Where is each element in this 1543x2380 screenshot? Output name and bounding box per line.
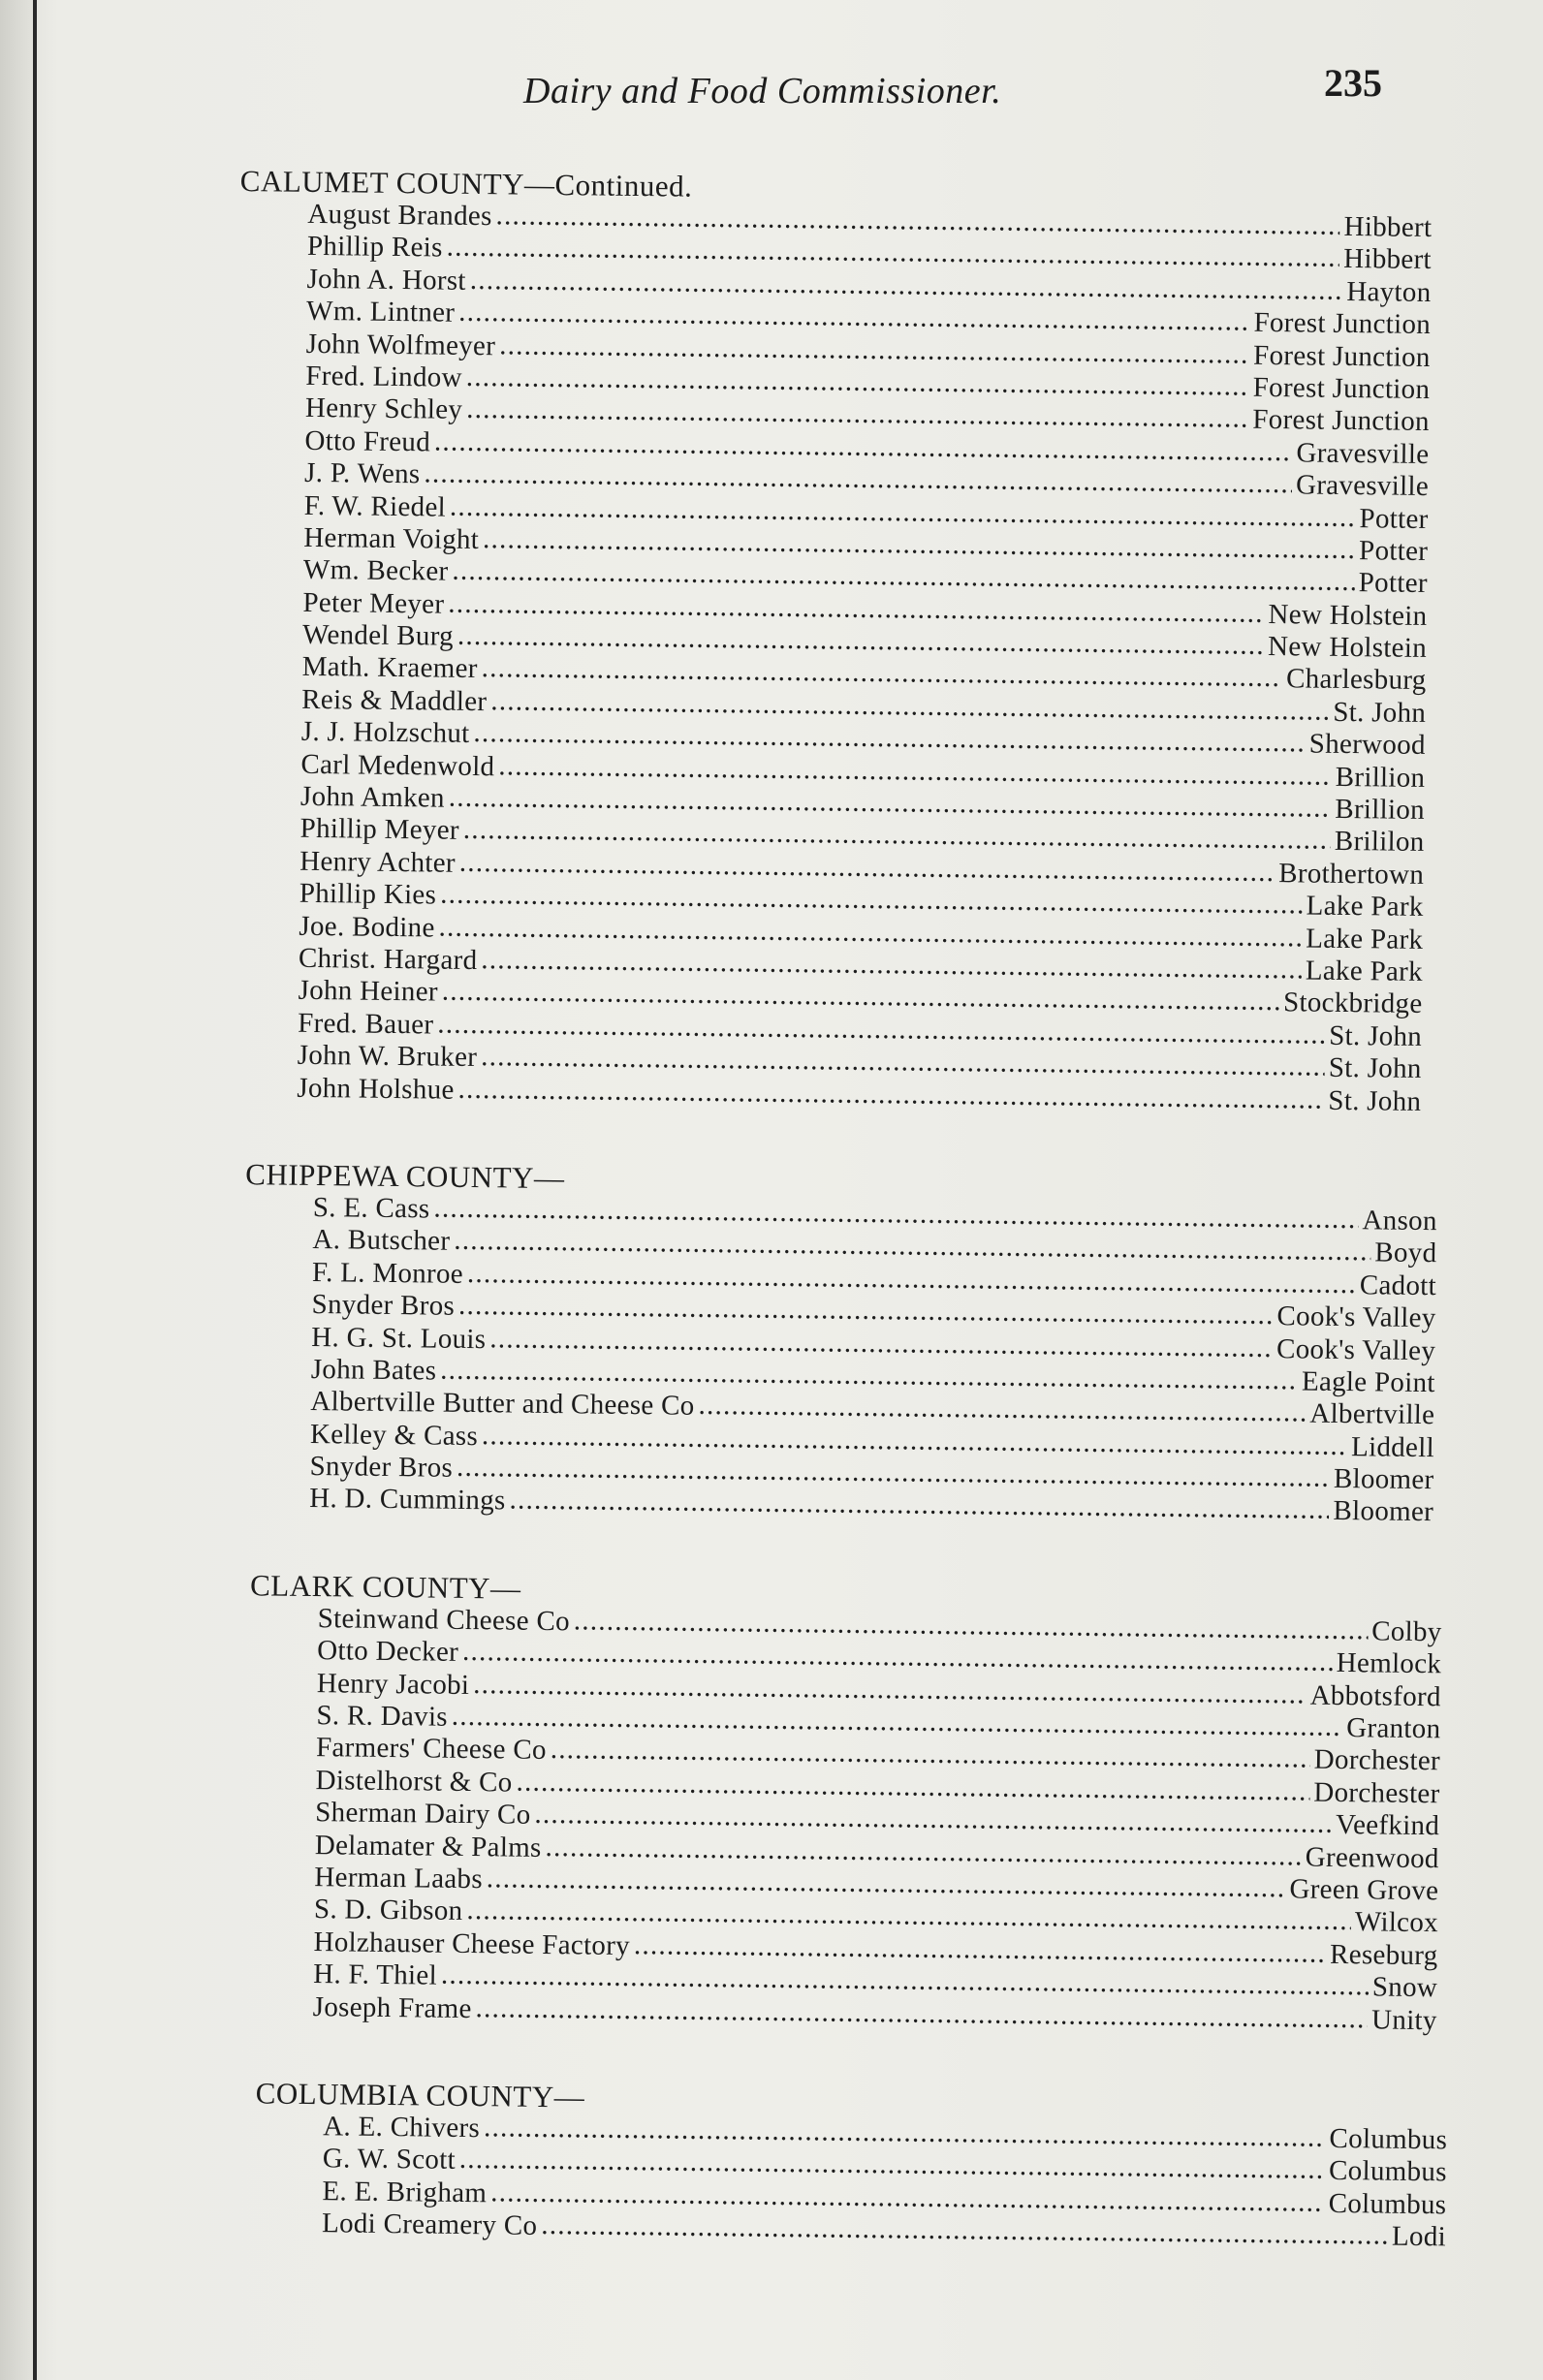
entry-name: Reis & Maddler <box>301 683 488 718</box>
entry-name: Otto Freud <box>304 424 431 458</box>
entry-place: Forest Junction <box>1252 339 1431 373</box>
entry-place: Brillion <box>1335 793 1426 827</box>
entry-place: Anson <box>1362 1205 1437 1237</box>
page-number: 235 <box>1324 61 1382 105</box>
binding-rule <box>33 0 37 2380</box>
entry-list <box>309 1192 1437 1529</box>
entry-name: Wm. Lintner <box>305 296 456 329</box>
entry-name: A. Butscher <box>312 1224 451 1258</box>
entry-place: Lake Park <box>1306 923 1424 955</box>
entry-name: G. W. Scott <box>322 2143 457 2176</box>
entry-place: Albertville <box>1309 1397 1435 1431</box>
entry-name: Wm. Becker <box>302 554 449 587</box>
entry-name: Lodi Creamery Co <box>321 2208 538 2241</box>
entry-name: Peter Meyer <box>302 586 445 620</box>
entry-place: Potter <box>1359 502 1429 535</box>
entry-name: Holzhauser Cheese Factory <box>313 1926 631 1961</box>
entry-name: John Heiner <box>298 975 439 1008</box>
entry-place: Veefkind <box>1335 1809 1440 1842</box>
entry-name: Henry Schley <box>304 392 463 426</box>
entry-place: Forest Junction <box>1252 371 1431 405</box>
entry-place: Dorchester <box>1313 1776 1440 1810</box>
entry-name: August Brandes <box>307 198 492 233</box>
entry-name: Wendel Burg <box>301 618 455 652</box>
entry-place: Brothertown <box>1278 857 1425 891</box>
entry-place: St. John <box>1333 696 1427 729</box>
county-heading: COLUMBIA COUNTY— <box>255 2076 585 2114</box>
entry-name: A. E. Chivers <box>323 2111 481 2145</box>
entry-name: Otto Decker <box>317 1635 459 1669</box>
entry-place: Forest Junction <box>1253 306 1432 341</box>
entry-place: Forest Junction <box>1252 404 1431 438</box>
entry-place: St. John <box>1328 1084 1422 1117</box>
entry-place: Greenwood <box>1305 1841 1439 1874</box>
entry-place: Cook's Valley <box>1276 1300 1436 1334</box>
entry-name: Steinwand Cheese Co <box>317 1602 571 1638</box>
entry-place: Sherwood <box>1308 728 1426 762</box>
running-head: Dairy and Food Commissioner. <box>523 71 1002 111</box>
entry-name: Joe. Bodine <box>299 910 435 944</box>
entry-name: John A. Horst <box>306 263 466 297</box>
entry-place: New Holstein <box>1267 631 1428 665</box>
entry-place: Colby <box>1370 1615 1442 1648</box>
entry-name: Herman Voight <box>303 521 480 555</box>
entry-place: Cadott <box>1359 1268 1437 1301</box>
county-section <box>241 1158 1437 1529</box>
entry-name: Henry Achter <box>299 845 457 879</box>
entry-place: Gravesville <box>1295 469 1430 503</box>
entry-place: Potter <box>1358 567 1429 600</box>
entry-name: Farmers' Cheese Co <box>315 1732 547 1767</box>
entry-name: Joseph Frame <box>312 1990 472 2024</box>
entry-place: Dorchester <box>1313 1744 1441 1777</box>
entry-place: Cook's Valley <box>1275 1332 1436 1366</box>
county-heading: CALUMET COUNTY—Continued. <box>239 164 693 204</box>
entry-name: Albertville Butter and Cheese Co <box>310 1386 695 1423</box>
entry-name: F. L. Monroe <box>311 1256 464 1290</box>
entry-place: Columbus <box>1329 2122 1448 2156</box>
entry-name: Snyder Bros <box>309 1451 454 1484</box>
entry-place: Lodi <box>1391 2220 1447 2253</box>
entry-name: Henry Jacobi <box>316 1667 470 1701</box>
entry-place: Bloomer <box>1333 1462 1434 1496</box>
entry-place: Brillion <box>1335 761 1426 794</box>
entry-name: Kelley & Cass <box>309 1418 479 1452</box>
entry-place: Unity <box>1370 2003 1437 2036</box>
entry-place: St. John <box>1328 1051 1422 1085</box>
entry-name: H. F. Thiel <box>312 1958 438 1991</box>
entry-place: Reseburg <box>1329 1938 1438 1971</box>
entry-name: John Wolfmeyer <box>305 328 496 361</box>
entry-name: Snyder Bros <box>311 1289 456 1322</box>
entry-place: Charlesburg <box>1285 663 1427 697</box>
entry-name: Carl Medenwold <box>300 748 495 782</box>
entry-name: Fred. Bauer <box>297 1007 434 1041</box>
entry-place: Columbus <box>1328 2155 1447 2188</box>
entry-name: J. J. Holzschut <box>300 716 470 750</box>
entry-name: J. P. Wens <box>303 456 421 490</box>
page-header <box>0 60 1543 118</box>
entry-name: F. W. Riedel <box>303 489 447 523</box>
entry-name: E. E. Brigham <box>322 2175 488 2208</box>
entry-name: John Bates <box>310 1353 437 1387</box>
entry-name: Phillip Reis <box>306 231 443 264</box>
entry-name: John W. Bruker <box>297 1039 478 1074</box>
entry-name: John Amken <box>299 780 446 814</box>
entry-name: Christ. Hargard <box>298 942 478 977</box>
entry-name: Delamater & Palms <box>314 1829 542 1863</box>
entry-place: Boyd <box>1374 1237 1437 1269</box>
entry-name: Sherman Dairy Co <box>315 1797 531 1831</box>
entry-name: Fred. Lindow <box>305 360 463 393</box>
entry-name: S. D. Gibson <box>313 1894 463 1927</box>
entry-place: Granton <box>1346 1712 1441 1745</box>
entry-name: H. G. St. Louis <box>311 1321 487 1355</box>
entry-place: Snow <box>1371 1971 1438 2004</box>
entry-place: Stockbridge <box>1282 986 1423 1020</box>
entry-place: Liddell <box>1350 1430 1435 1463</box>
entry-place: Bloomer <box>1333 1495 1434 1528</box>
entry-place: Lake Park <box>1306 890 1424 924</box>
county-heading: CLARK COUNTY— <box>249 1568 521 1606</box>
entry-name: S. R. Davis <box>316 1700 449 1733</box>
entry-place: Green Grove <box>1289 1873 1439 1907</box>
entry-place: Hayton <box>1346 275 1432 308</box>
entry-place: Potter <box>1358 535 1429 567</box>
entry-name: Math. Kraemer <box>301 651 478 685</box>
entry-place: New Holstein <box>1268 598 1428 632</box>
entry-place: Columbus <box>1328 2187 1447 2221</box>
county-heading: CHIPPEWA COUNTY— <box>245 1157 565 1196</box>
entry-name: Phillip Meyer <box>299 813 460 847</box>
entry-name: Distelhorst & Co <box>315 1764 513 1799</box>
directory-listing <box>214 164 1448 2307</box>
entry-name: Phillip Kies <box>299 878 437 911</box>
county-section <box>229 165 1433 1118</box>
entry-list <box>322 2111 1448 2254</box>
entry-place: Gravesville <box>1296 437 1430 470</box>
entry-name: Herman Laabs <box>314 1862 484 1895</box>
entry-name: John Holshue <box>297 1072 455 1106</box>
entry-name: H. D. Cummings <box>308 1483 506 1517</box>
entry-place: Wilcox <box>1354 1906 1439 1939</box>
entry-list <box>297 199 1432 1118</box>
entry-name: S. E. Cass <box>312 1191 430 1225</box>
county-section <box>254 2077 1448 2254</box>
binding-shadow <box>0 0 33 2380</box>
entry-place: Hibbert <box>1343 210 1433 244</box>
entry-place: Hemlock <box>1336 1647 1442 1680</box>
entry-place: Hibbert <box>1343 243 1433 276</box>
county-section <box>245 1569 1443 2037</box>
entry-place: Lake Park <box>1305 955 1424 987</box>
entry-place: Brililon <box>1334 826 1425 859</box>
entry-list <box>313 1603 1442 2037</box>
entry-place: St. John <box>1329 1019 1423 1052</box>
entry-place: Abbotsford <box>1309 1679 1441 1712</box>
entry-place: Eagle Point <box>1301 1365 1435 1399</box>
